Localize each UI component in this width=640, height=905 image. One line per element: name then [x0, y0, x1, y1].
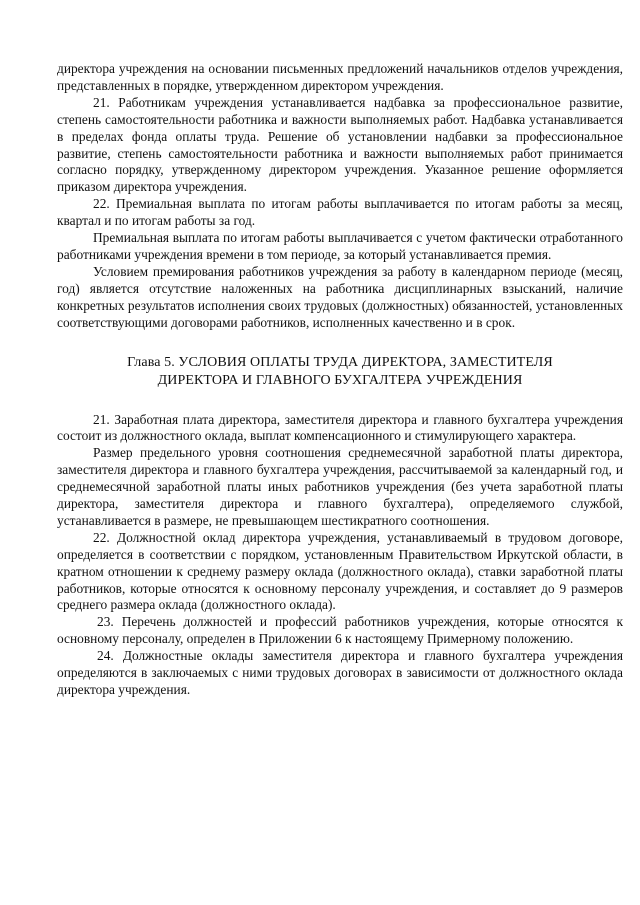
chapter-heading	[57, 354, 623, 390]
paragraph-bonus-condition: Условием премирования работников учреждения за работу в календарном периоде (месяц, год) является отсутствие наложенных на работника дисциплинарных взысканий, наличие конкретных результатов исполнения своих трудовых (должностных) обязанностей, установленных соответствующими договорами работников, исполненных качественно и в срок.	[57, 263, 623, 330]
paragraph-22-director-salary: 22. Должностной оклад директора учреждения, устанавливаемый в трудовом договоре, определяется в соответствии с порядком, установленным Правительством Иркутской области, в кратном отношении к среднему размеру оклада (должностного оклада), ставки заработной платы работников, которые относятся к основному персоналу учреждения, и составляет до 9 размеров среднего размера оклада (должностного оклада).	[57, 529, 623, 613]
paragraph-21-salary: 21. Заработная плата директора, заместителя директора и главного бухгалтера учреждения состоит из должностного оклада, выплат компенсационного и стимулирующего характера.	[57, 411, 623, 444]
paragraph-23-positions-list: 23. Перечень должностей и профессий работников учреждения, которые относятся к основному персоналу, определен в Приложении 6 к настоящему Примерному положению.	[57, 614, 623, 647]
chapter-heading-line-1: Глава 5. УСЛОВИЯ ОПЛАТЫ ТРУДА ДИРЕКТОРА, ЗАМЕСТИТЕЛЯ	[127, 354, 553, 370]
document-body	[57, 61, 623, 699]
paragraph-24-deputy-salary: 24. Должностные оклады заместителя директора и главного бухгалтера учреждения определяются в заключаемых с ними трудовых договорах в зависимости от должностного оклада директора учреждения.	[57, 648, 623, 697]
paragraph-22-bonus: 22. Премиальная выплата по итогам работы выплачивается по итогам работы за месяц, квартал и по итогам работы за год.	[57, 196, 623, 229]
chapter-heading-line-2: ДИРЕКТОРА И ГЛАВНОГО БУХГАЛТЕРА УЧРЕЖДЕНИЯ	[157, 372, 523, 388]
paragraph-21-allowance: 21. Работникам учреждения устанавливается надбавка за профессиональное развитие, степень самостоятельности работника и важности выполняемых работ. Надбавка устанавливается в пределах фонда оплаты труда. Решение об установлении надбавки за профессиональное развитие, степень самостоятельности работника и важности выполняемых работ принимается согласно порядку, утвержденному директором учреждения. Указанное решение оформляется приказом директора учреждения.	[57, 94, 623, 195]
paragraph-salary-ratio: Размер предельного уровня соотношения среднемесячной заработной платы директора, заместителя директора и главного бухгалтера учреждения, рассчитываемой за календарный год, и среднемесячной заработной платы иных работников учреждения (без учета заработной платы директора, заместителя директора и главного бухгалтера), определяемого службой, устанавливается в размере, не превышающем шестикратного соотношения.	[57, 445, 623, 528]
paragraph-continuation: директора учреждения на основании письменных предложений начальников отделов учреждения, представленных в порядке, утвержденном директором учреждения.	[57, 61, 623, 93]
paragraph-bonus-accounting: Премиальная выплата по итогам работы выплачивается с учетом фактически отработанного работниками учреждения времени в том периоде, за который устанавливается премия.	[57, 230, 623, 262]
